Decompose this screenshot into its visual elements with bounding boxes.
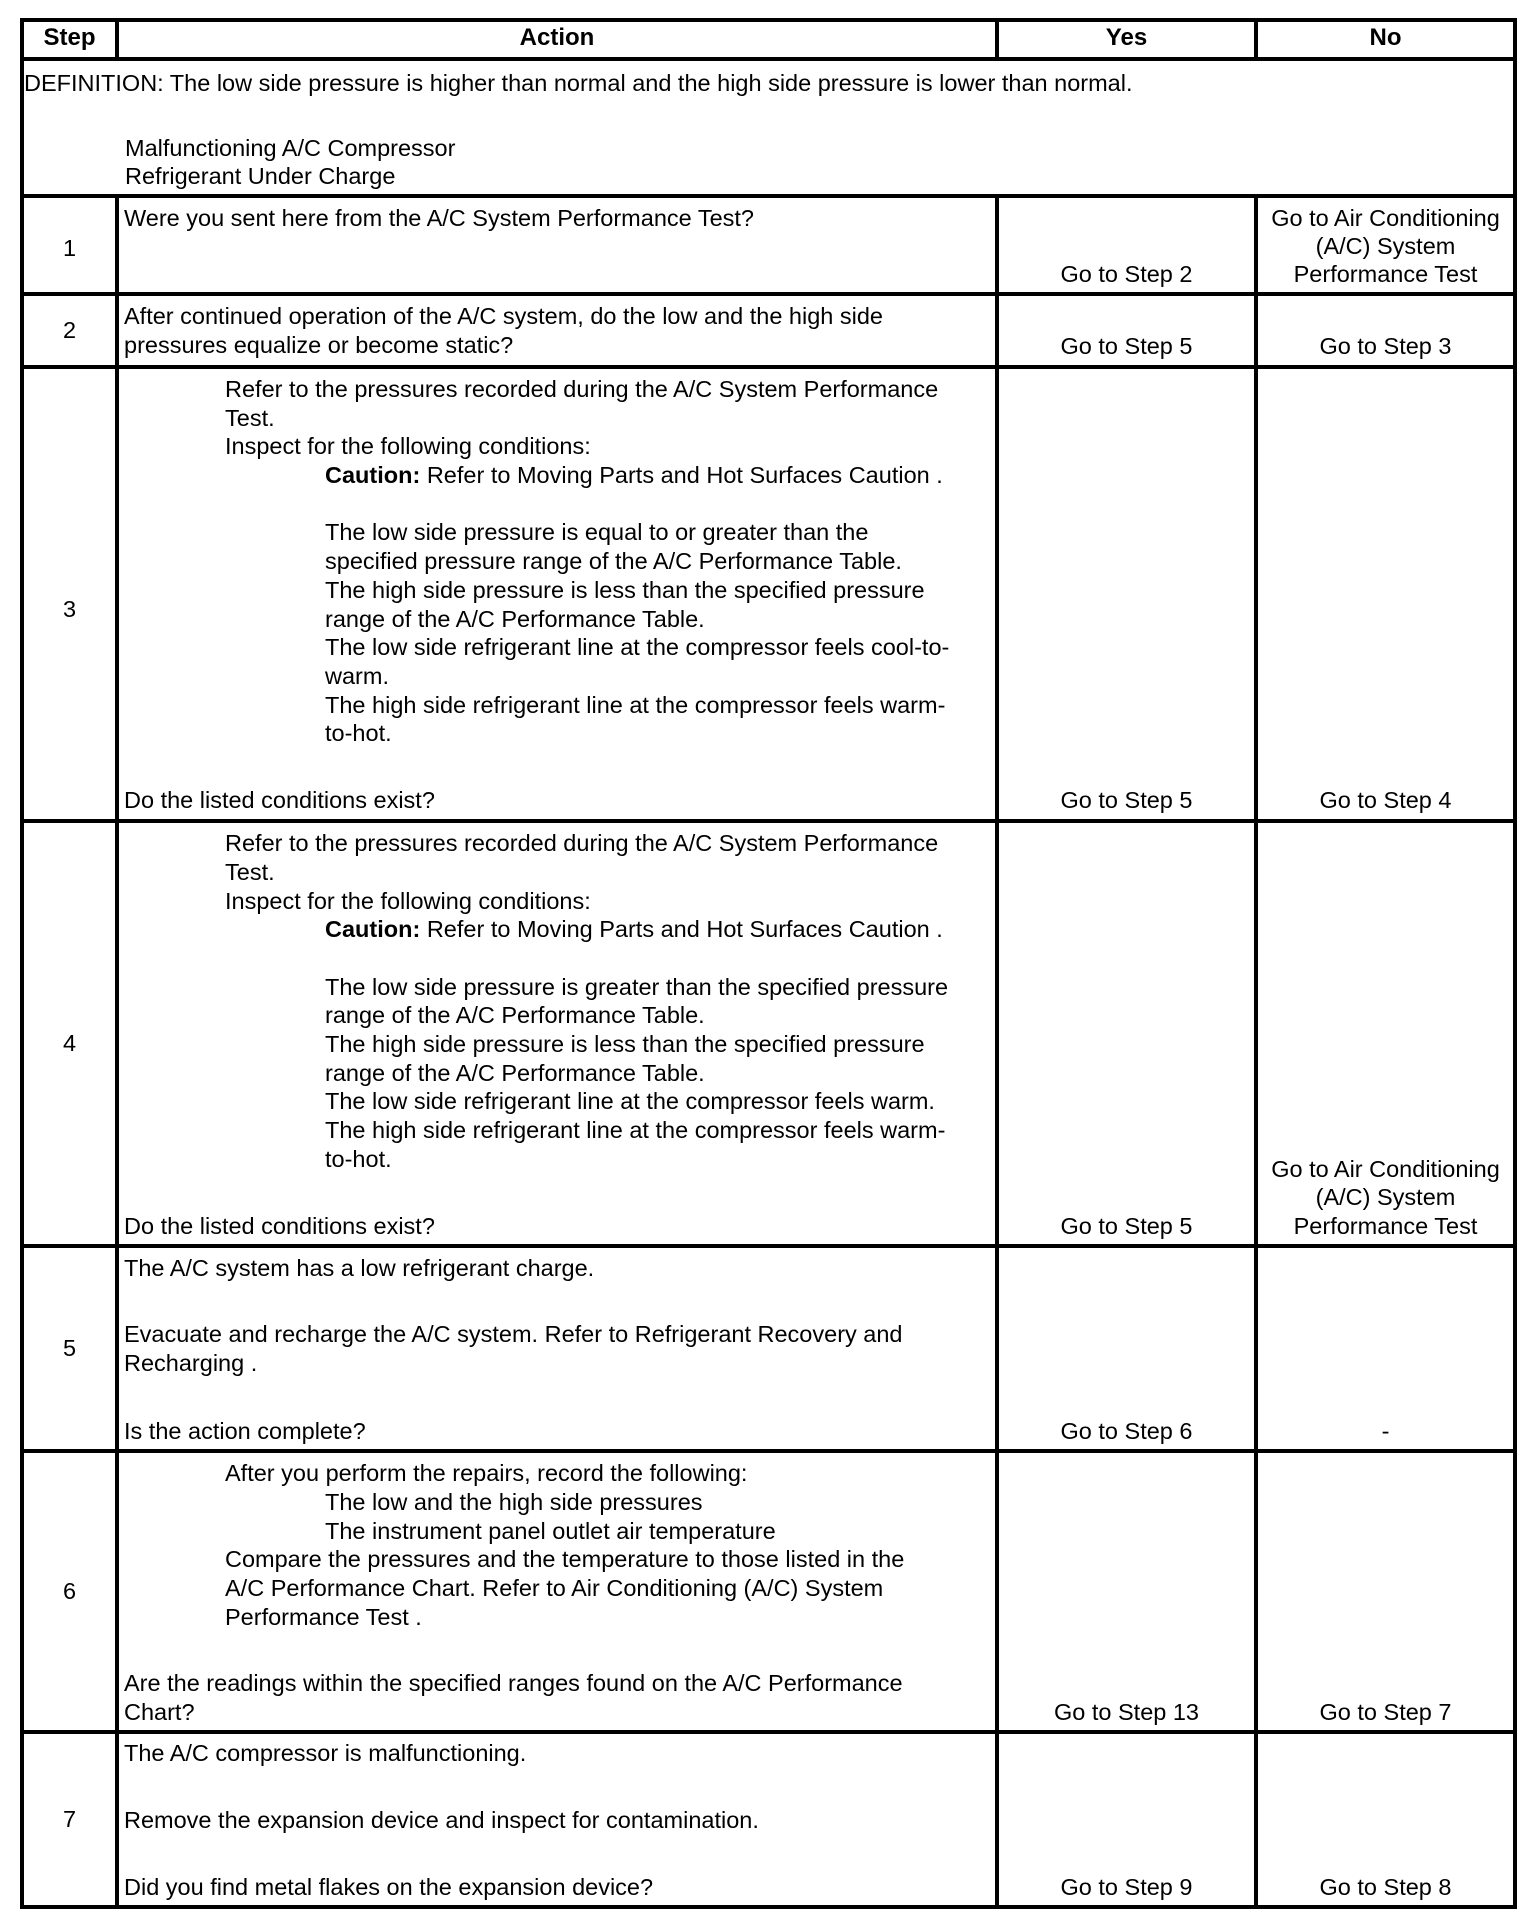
- action-text: Are the readings within the specified ranges found on the A/C Performance: [124, 1670, 903, 1696]
- action-text: pressures equalize or become static?: [124, 332, 514, 358]
- no-result: (A/C) System: [1315, 1184, 1456, 1210]
- rule-bottom: [20, 1905, 1517, 1909]
- rule-row-6: [20, 1730, 1517, 1734]
- action-text: Recharging .: [124, 1350, 258, 1376]
- yes-result: Go to Step 9: [1060, 1874, 1193, 1900]
- action-text: The low side refrigerant line at the compressor feels warm.: [325, 1088, 935, 1114]
- action-text: After continued operation of the A/C system, do the low and the high side: [124, 303, 883, 329]
- action-text: Did you find metal flakes on the expansion device?: [124, 1874, 654, 1900]
- action-text: The A/C compressor is malfunctioning.: [124, 1740, 527, 1766]
- action-text: The high side refrigerant line at the compressor feels warm-: [325, 692, 946, 718]
- action-text: The low side pressure is equal to or greater than the: [325, 519, 869, 545]
- caution-text: Refer to Moving Parts and Hot Surfaces Caution .: [420, 916, 943, 942]
- action-text: range of the A/C Performance Table.: [325, 1060, 705, 1086]
- yes-result: Go to Step 13: [1053, 1699, 1200, 1725]
- rule-row-4: [20, 1244, 1517, 1248]
- action-text: Do the listed conditions exist?: [124, 787, 435, 813]
- rule-row-1: [20, 292, 1517, 296]
- no-result: -: [1381, 1418, 1390, 1444]
- action-text: Inspect for the following conditions:: [225, 433, 591, 459]
- action-text: After you perform the repairs, record the following:: [225, 1460, 748, 1486]
- action-text: Remove the expansion device and inspect for contamination.: [124, 1807, 759, 1833]
- step-number: 2: [62, 317, 77, 343]
- step-number: 6: [62, 1578, 77, 1604]
- action-text: Refer to the pressures recorded during the A/C System Performance: [225, 376, 939, 402]
- action-text: Chart?: [124, 1699, 195, 1725]
- header-yes: Yes: [1105, 24, 1148, 51]
- action-text: to-hot.: [325, 720, 392, 746]
- action-text: Test.: [225, 405, 275, 431]
- step-number: 7: [62, 1806, 77, 1832]
- action-text: The high side refrigerant line at the compressor feels warm-: [325, 1117, 946, 1143]
- action-text: warm.: [325, 663, 389, 689]
- action-text: The low side pressure is greater than the specified pressure: [325, 974, 949, 1000]
- rule-row-2: [20, 365, 1517, 369]
- action-text: Test.: [225, 859, 275, 885]
- yes-result: Go to Step 6: [1060, 1418, 1193, 1444]
- step-number: 1: [62, 235, 77, 261]
- rule-definition: [20, 194, 1517, 198]
- caution-label: Caution:: [325, 462, 421, 488]
- caution-line: [325, 461, 943, 490]
- rule-col-step: [115, 194, 119, 1909]
- step-number: 5: [62, 1335, 77, 1361]
- diagnostic-table: [20, 18, 1517, 1909]
- definition-text: DEFINITION: The low side pressure is higher than normal and the high side pressure is lower than normal.: [24, 70, 1133, 96]
- no-result: Go to Step 4: [1319, 787, 1452, 813]
- rule-col-yes: [1254, 194, 1258, 1909]
- no-result: Performance Test: [1293, 261, 1478, 287]
- action-text: The high side pressure is less than the specified pressure: [325, 1031, 925, 1057]
- action-text: Performance Test .: [225, 1604, 422, 1630]
- rule-row-3: [20, 819, 1517, 823]
- header-action: Action: [519, 24, 595, 51]
- action-text: range of the A/C Performance Table.: [325, 1002, 705, 1028]
- header-no: No: [1369, 24, 1402, 51]
- action-text: A/C Performance Chart. Refer to Air Conditioning (A/C) System: [225, 1575, 884, 1601]
- action-text: Evacuate and recharge the A/C system. Refer to Refrigerant Recovery and: [124, 1321, 903, 1347]
- action-text: Compare the pressures and the temperature to those listed in the: [225, 1546, 905, 1572]
- cause-item: Malfunctioning A/C Compressor: [125, 135, 456, 161]
- rule-header: [20, 57, 1517, 61]
- action-text: specified pressure range of the A/C Performance Table.: [325, 548, 902, 574]
- rule-row-5: [20, 1449, 1517, 1453]
- yes-result: Go to Step 5: [1060, 787, 1193, 813]
- yes-result: Go to Step 5: [1060, 333, 1193, 359]
- no-result: Go to Step 3: [1319, 333, 1452, 359]
- action-text: Do the listed conditions exist?: [124, 1213, 435, 1239]
- rule-top: [20, 18, 1517, 22]
- rule-right: [1513, 18, 1517, 1909]
- caution-text: Refer to Moving Parts and Hot Surfaces Caution .: [420, 462, 943, 488]
- no-result: Go to Step 7: [1319, 1699, 1452, 1725]
- action-text: The high side pressure is less than the specified pressure: [325, 577, 925, 603]
- rule-col-action: [995, 194, 999, 1909]
- step-number: 4: [62, 1030, 77, 1056]
- action-text: The low side refrigerant line at the compressor feels cool-to-: [325, 634, 950, 660]
- caution-label: Caution:: [325, 916, 421, 942]
- action-text: Refer to the pressures recorded during the A/C System Performance: [225, 830, 939, 856]
- rule-left: [20, 18, 24, 1909]
- action-text: Were you sent here from the A/C System Performance Test?: [124, 205, 754, 231]
- yes-result: Go to Step 2: [1060, 261, 1193, 287]
- action-text: The A/C system has a low refrigerant charge.: [124, 1255, 595, 1281]
- cause-item: Refrigerant Under Charge: [125, 163, 396, 189]
- action-text: The instrument panel outlet air temperature: [325, 1518, 776, 1544]
- no-result: (A/C) System: [1315, 233, 1456, 259]
- step-number: 3: [62, 596, 77, 622]
- action-text: Is the action complete?: [124, 1418, 366, 1444]
- yes-result: Go to Step 5: [1060, 1213, 1193, 1239]
- action-text: The low and the high side pressures: [325, 1489, 703, 1515]
- no-result: Go to Air Conditioning: [1271, 205, 1500, 231]
- caution-line: [325, 915, 943, 944]
- action-text: range of the A/C Performance Table.: [325, 606, 705, 632]
- no-result: Go to Air Conditioning: [1271, 1156, 1500, 1182]
- no-result: Go to Step 8: [1319, 1874, 1452, 1900]
- action-text: Inspect for the following conditions:: [225, 888, 591, 914]
- no-result: Performance Test: [1293, 1213, 1478, 1239]
- action-text: to-hot.: [325, 1146, 392, 1172]
- header-step: Step: [43, 24, 96, 51]
